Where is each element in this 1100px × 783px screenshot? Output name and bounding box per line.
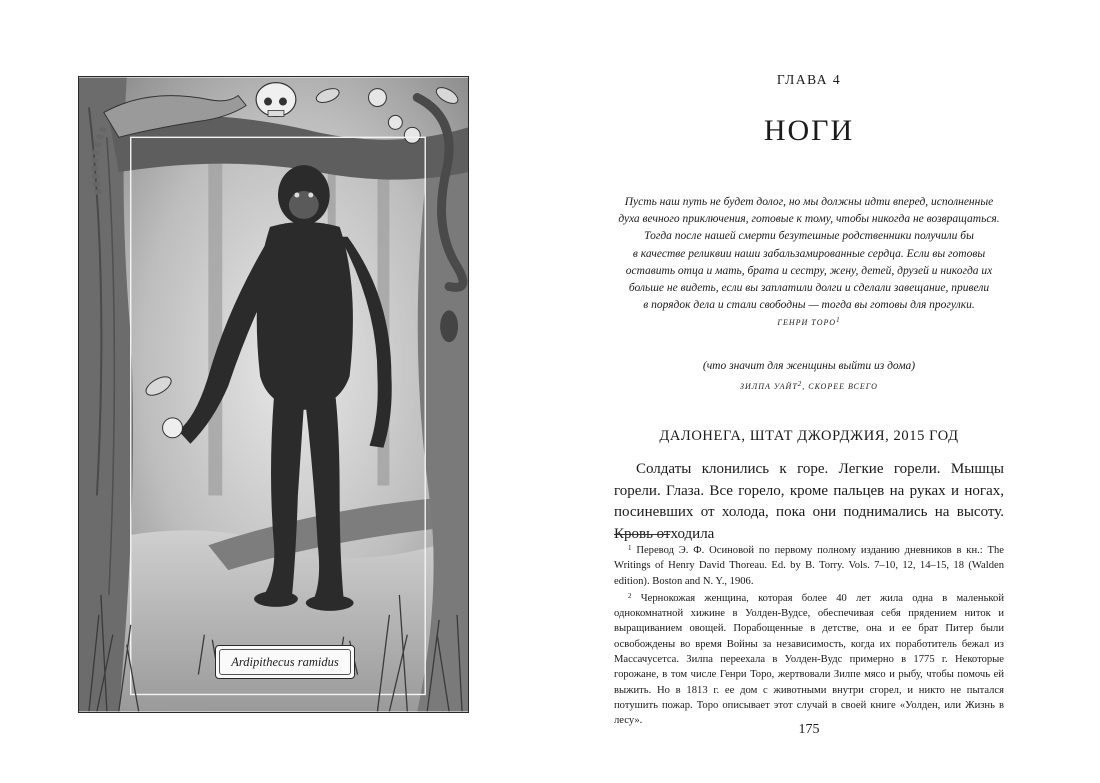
footnote-ref-2[interactable]: 2	[797, 380, 803, 388]
epigraph-line: духа вечного приключения, готовые к тому, чтобы никогда не возвращаться.	[618, 213, 1000, 226]
epigraph-line: Тогда после нашей смерти безутешные родственники получили бы	[644, 230, 974, 243]
illustration-caption	[215, 645, 355, 679]
footnote	[614, 541, 1004, 589]
body-paragraph: Солдаты клонились к горе. Легкие горели. Мышцы горели. Глаза. Все горело, кроме пальцев на руках и ногах, посиневших от холода, пока они поднимались на высоту. Кровь отходила	[614, 461, 1004, 542]
second-epigraph-author	[614, 380, 1004, 391]
epigraph-line: Пусть наш путь не будет долог, но мы должны идти вперед, исполненные	[624, 196, 994, 208]
footnote-ref-1[interactable]: 1	[836, 316, 841, 324]
second-epigraph-author-suffix: , СКОРЕЕ ВСЕГО	[802, 382, 878, 391]
illustration-plate	[78, 76, 469, 713]
footnote-divider	[614, 534, 670, 535]
footnote-text: Чернокожая женщина, которая более 40 лет жила одна в маленькой однокомнатной хижине в Уолден-Вудсе, обеспечивая себя прядением ниток и выращиванием овощей. Порабощенные в детстве, она и ее брат Питер были освобождены во время Войны за независимость, когда их поработитель бежал из Массачусетса. Зилпа переехала в Уолден-Вудс примерно в 1775 г. Некоторые горожане, в том числе Генри Торо, жертвовали Зилпе мясо и рыбу, чтобы помочь ей выжить. Но в 1813 г. ее дом с животными внутри сгорел, и никто не пытался потушить пожар. Торо описывает этот случай в своей книге «Уолден, или Жизнь в лесу».	[614, 592, 1004, 727]
page-number: 175	[798, 722, 820, 737]
second-epigraph: (что значит для женщины выйти из дома)	[702, 360, 916, 372]
epigraph	[614, 194, 1004, 314]
epigraph-line: в порядок дела и стали свободны — тогда вы готовы для прогулки.	[643, 299, 975, 312]
footnotes	[614, 541, 1004, 729]
epigraph-author-name: ГЕНРИ ТОРО	[777, 318, 837, 327]
chapter-title: НОГИ	[763, 114, 855, 147]
epigraph-line: в качестве реликвии наши забальзамированные сердца. Если вы готовы	[632, 247, 986, 260]
epigraph-line: больше не видеть, если вы заплатили долги и сделали завещание, привели	[628, 282, 990, 295]
section-heading: ДАЛОНЕГА, ШТАТ ДЖОРДЖИЯ, 2015 ГОД	[659, 428, 959, 444]
footnote-mark: 2	[628, 591, 632, 600]
chapter-label: ГЛАВА 4	[776, 72, 842, 87]
caption-text: Ardipithecus ramidus	[231, 654, 339, 669]
epigraph-line: оставить отца и мать, брата и сестру, жену, детей, друзей и никогда их	[625, 264, 993, 277]
held-fruit	[163, 418, 183, 438]
footnote-text: Перевод Э. Ф. Осиновой по первому полному изданию дневников в кн.: The Writings of Henry David Thoreau. Ed. by B. Torry. Vols. 7–10, 12, 14–15, 18 (Walden edition). Boston and N. Y., 1906.	[614, 545, 1004, 587]
second-epigraph-author-name: ЗИЛПА УАЙТ	[740, 382, 798, 391]
skull-icon	[256, 83, 296, 117]
epigraph-author	[614, 316, 1004, 327]
footnote	[614, 589, 1004, 729]
footnote-mark: 1	[628, 544, 632, 552]
ardipithecus-illustration	[79, 77, 468, 712]
